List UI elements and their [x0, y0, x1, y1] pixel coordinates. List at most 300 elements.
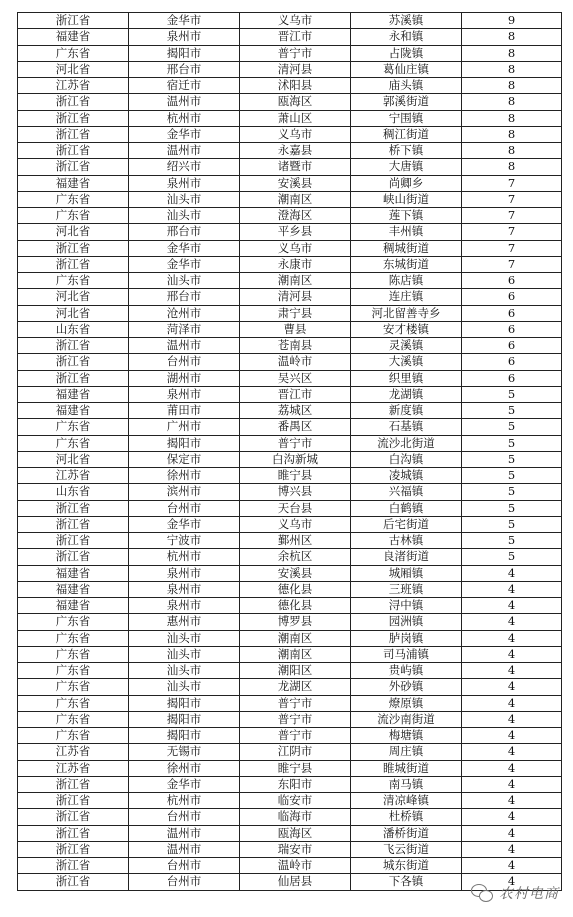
town-cell: 东城街道: [351, 256, 462, 272]
county-cell: 临海市: [240, 809, 351, 825]
table-row: [18, 451, 562, 467]
city-cell: 莆田市: [129, 403, 240, 419]
table-row: [18, 581, 562, 597]
count-cell: 6: [462, 273, 562, 289]
city-cell: 汕头市: [129, 630, 240, 646]
province-cell: 广东省: [18, 630, 129, 646]
county-cell: 白沟新城: [240, 451, 351, 467]
province-cell: 浙江省: [18, 809, 129, 825]
town-cell: 郭溪街道: [351, 94, 462, 110]
county-cell: 晋江市: [240, 386, 351, 402]
town-cell: 永和镇: [351, 29, 462, 45]
count-cell: 6: [462, 370, 562, 386]
town-cell: 流沙南街道: [351, 711, 462, 727]
table-row: [18, 435, 562, 451]
table-row: [18, 500, 562, 516]
table-row: [18, 256, 562, 272]
city-cell: 台州市: [129, 500, 240, 516]
table-row: [18, 663, 562, 679]
county-cell: 鄞州区: [240, 533, 351, 549]
county-cell: 番禺区: [240, 419, 351, 435]
table-row: [18, 549, 562, 565]
town-cell: 飞云街道: [351, 841, 462, 857]
count-cell: 8: [462, 29, 562, 45]
county-cell: 余杭区: [240, 549, 351, 565]
town-cell: 苏溪镇: [351, 13, 462, 29]
city-cell: 滨州市: [129, 484, 240, 500]
county-cell: 仙居县: [240, 874, 351, 890]
town-cell: 三班镇: [351, 581, 462, 597]
city-cell: 汕头市: [129, 663, 240, 679]
count-cell: 5: [462, 516, 562, 532]
county-cell: 瓯海区: [240, 94, 351, 110]
count-cell: 4: [462, 793, 562, 809]
county-cell: 清河县: [240, 61, 351, 77]
town-cell: 杜桥镇: [351, 809, 462, 825]
province-cell: 浙江省: [18, 500, 129, 516]
city-cell: 金华市: [129, 13, 240, 29]
province-cell: 福建省: [18, 403, 129, 419]
table-row: [18, 159, 562, 175]
count-cell: 5: [462, 484, 562, 500]
count-cell: 4: [462, 728, 562, 744]
count-cell: 5: [462, 500, 562, 516]
town-cell: 白鹤镇: [351, 500, 462, 516]
count-cell: 8: [462, 78, 562, 94]
town-cell: 庙头镇: [351, 78, 462, 94]
province-cell: 福建省: [18, 565, 129, 581]
province-cell: 山东省: [18, 484, 129, 500]
count-cell: 4: [462, 841, 562, 857]
county-cell: 德化县: [240, 581, 351, 597]
count-cell: 5: [462, 533, 562, 549]
city-cell: 金华市: [129, 776, 240, 792]
table-row: [18, 354, 562, 370]
province-cell: 福建省: [18, 175, 129, 191]
province-cell: 广东省: [18, 45, 129, 61]
town-cell: 莲下镇: [351, 208, 462, 224]
city-cell: 邢台市: [129, 61, 240, 77]
count-cell: 4: [462, 679, 562, 695]
city-cell: 温州市: [129, 338, 240, 354]
count-cell: 4: [462, 809, 562, 825]
town-cell: 丰州镇: [351, 224, 462, 240]
province-cell: 广东省: [18, 191, 129, 207]
table-row: [18, 289, 562, 305]
city-cell: 邢台市: [129, 289, 240, 305]
count-cell: 4: [462, 663, 562, 679]
city-cell: 徐州市: [129, 760, 240, 776]
city-cell: 菏泽市: [129, 321, 240, 337]
province-cell: 浙江省: [18, 825, 129, 841]
city-cell: 温州市: [129, 94, 240, 110]
count-cell: 6: [462, 305, 562, 321]
province-cell: 浙江省: [18, 776, 129, 792]
county-cell: 义乌市: [240, 126, 351, 142]
count-cell: 4: [462, 711, 562, 727]
table-row: [18, 630, 562, 646]
count-cell: 8: [462, 110, 562, 126]
province-cell: 浙江省: [18, 110, 129, 126]
town-cell: 下各镇: [351, 874, 462, 890]
town-cell: 燎原镇: [351, 695, 462, 711]
table-row: [18, 29, 562, 45]
province-cell: 福建省: [18, 29, 129, 45]
table-row: [18, 825, 562, 841]
city-cell: 汕头市: [129, 208, 240, 224]
province-cell: 浙江省: [18, 126, 129, 142]
count-cell: 5: [462, 549, 562, 565]
province-cell: 浙江省: [18, 94, 129, 110]
city-cell: 汕头市: [129, 273, 240, 289]
county-cell: 诸暨市: [240, 159, 351, 175]
county-cell: 普宁市: [240, 711, 351, 727]
city-cell: 泉州市: [129, 386, 240, 402]
town-cell: 良渚街道: [351, 549, 462, 565]
table-row: [18, 484, 562, 500]
province-cell: 河北省: [18, 305, 129, 321]
watermark: [471, 883, 559, 903]
city-cell: 揭阳市: [129, 45, 240, 61]
town-cell: 龙湖镇: [351, 386, 462, 402]
count-cell: 8: [462, 94, 562, 110]
province-cell: 福建省: [18, 598, 129, 614]
count-cell: 5: [462, 435, 562, 451]
city-cell: 温州市: [129, 841, 240, 857]
town-cell: 流沙北街道: [351, 435, 462, 451]
county-cell: 普宁市: [240, 728, 351, 744]
city-cell: 金华市: [129, 240, 240, 256]
county-cell: 义乌市: [240, 240, 351, 256]
count-cell: 5: [462, 419, 562, 435]
town-cell: 梅塘镇: [351, 728, 462, 744]
county-cell: 曹县: [240, 321, 351, 337]
town-cell: 周庄镇: [351, 744, 462, 760]
count-cell: 8: [462, 143, 562, 159]
city-cell: 汕头市: [129, 191, 240, 207]
province-cell: 福建省: [18, 581, 129, 597]
city-cell: 广州市: [129, 419, 240, 435]
county-cell: 清河县: [240, 289, 351, 305]
township-table: [17, 12, 562, 891]
county-cell: 潮南区: [240, 630, 351, 646]
province-cell: 广东省: [18, 419, 129, 435]
table-row: [18, 695, 562, 711]
town-cell: 潘桥街道: [351, 825, 462, 841]
city-cell: 温州市: [129, 825, 240, 841]
town-cell: 连庄镇: [351, 289, 462, 305]
province-cell: 广东省: [18, 695, 129, 711]
table-row: [18, 94, 562, 110]
count-cell: 4: [462, 695, 562, 711]
city-cell: 台州市: [129, 874, 240, 890]
town-cell: 陈店镇: [351, 273, 462, 289]
count-cell: 7: [462, 256, 562, 272]
county-cell: 睢宁县: [240, 760, 351, 776]
table-row: [18, 679, 562, 695]
count-cell: 4: [462, 744, 562, 760]
county-cell: 沭阳县: [240, 78, 351, 94]
count-cell: 8: [462, 45, 562, 61]
table-row: [18, 565, 562, 581]
city-cell: 台州市: [129, 858, 240, 874]
town-cell: 司马浦镇: [351, 646, 462, 662]
count-cell: 5: [462, 403, 562, 419]
province-cell: 广东省: [18, 208, 129, 224]
town-cell: 后宅街道: [351, 516, 462, 532]
table-row: [18, 614, 562, 630]
county-cell: 平乡县: [240, 224, 351, 240]
town-cell: 大溪镇: [351, 354, 462, 370]
county-cell: 瑞安市: [240, 841, 351, 857]
town-cell: 园洲镇: [351, 614, 462, 630]
table-body: [18, 13, 562, 891]
province-cell: 浙江省: [18, 516, 129, 532]
count-cell: 6: [462, 338, 562, 354]
town-cell: 古林镇: [351, 533, 462, 549]
county-cell: 永康市: [240, 256, 351, 272]
count-cell: 4: [462, 565, 562, 581]
city-cell: 揭阳市: [129, 728, 240, 744]
county-cell: 博兴县: [240, 484, 351, 500]
county-cell: 温岭市: [240, 858, 351, 874]
town-cell: 葛仙庄镇: [351, 61, 462, 77]
city-cell: 宁波市: [129, 533, 240, 549]
table-row: [18, 191, 562, 207]
province-cell: 广东省: [18, 711, 129, 727]
province-cell: 浙江省: [18, 354, 129, 370]
town-cell: 峡山街道: [351, 191, 462, 207]
table-row: [18, 711, 562, 727]
county-cell: 天台县: [240, 500, 351, 516]
province-cell: 浙江省: [18, 793, 129, 809]
city-cell: 温州市: [129, 143, 240, 159]
city-cell: 徐州市: [129, 468, 240, 484]
province-cell: 浙江省: [18, 13, 129, 29]
table-row: [18, 305, 562, 321]
table-row: [18, 224, 562, 240]
town-cell: 南马镇: [351, 776, 462, 792]
table-row: [18, 744, 562, 760]
county-cell: 东阳市: [240, 776, 351, 792]
count-cell: 7: [462, 240, 562, 256]
county-cell: 潮南区: [240, 646, 351, 662]
county-cell: 温岭市: [240, 354, 351, 370]
province-cell: 浙江省: [18, 549, 129, 565]
county-cell: 肃宁县: [240, 305, 351, 321]
table-row: [18, 321, 562, 337]
table-row: [18, 61, 562, 77]
table-row: [18, 273, 562, 289]
town-cell: 灵溪镇: [351, 338, 462, 354]
province-cell: 江苏省: [18, 760, 129, 776]
province-cell: 浙江省: [18, 858, 129, 874]
table-row: [18, 338, 562, 354]
table-row: [18, 468, 562, 484]
table-row: [18, 728, 562, 744]
town-cell: 白沟镇: [351, 451, 462, 467]
county-cell: 潮阳区: [240, 663, 351, 679]
city-cell: 泉州市: [129, 175, 240, 191]
city-cell: 金华市: [129, 256, 240, 272]
county-cell: 晋江市: [240, 29, 351, 45]
county-cell: 苍南县: [240, 338, 351, 354]
table-row: [18, 646, 562, 662]
count-cell: 4: [462, 825, 562, 841]
province-cell: 浙江省: [18, 370, 129, 386]
count-cell: 4: [462, 858, 562, 874]
town-cell: 外砂镇: [351, 679, 462, 695]
count-cell: 8: [462, 61, 562, 77]
town-cell: 桥下镇: [351, 143, 462, 159]
county-cell: 潮南区: [240, 273, 351, 289]
province-cell: 河北省: [18, 224, 129, 240]
count-cell: 9: [462, 13, 562, 29]
province-cell: 浙江省: [18, 256, 129, 272]
county-cell: 萧山区: [240, 110, 351, 126]
county-cell: 荔城区: [240, 403, 351, 419]
city-cell: 泉州市: [129, 565, 240, 581]
county-cell: 普宁市: [240, 435, 351, 451]
province-cell: 福建省: [18, 386, 129, 402]
town-cell: 河北留善寺乡: [351, 305, 462, 321]
county-cell: 龙湖区: [240, 679, 351, 695]
county-cell: 普宁市: [240, 45, 351, 61]
town-cell: 石基镇: [351, 419, 462, 435]
city-cell: 金华市: [129, 126, 240, 142]
table-row: [18, 386, 562, 402]
city-cell: 泉州市: [129, 581, 240, 597]
town-cell: 新度镇: [351, 403, 462, 419]
town-cell: 稠城街道: [351, 240, 462, 256]
data-table-container: [17, 12, 561, 891]
count-cell: 5: [462, 468, 562, 484]
city-cell: 杭州市: [129, 110, 240, 126]
count-cell: 8: [462, 126, 562, 142]
table-row: [18, 78, 562, 94]
table-row: [18, 126, 562, 142]
province-cell: 浙江省: [18, 841, 129, 857]
city-cell: 沧州市: [129, 305, 240, 321]
province-cell: 浙江省: [18, 874, 129, 890]
province-cell: 江苏省: [18, 468, 129, 484]
city-cell: 台州市: [129, 809, 240, 825]
town-cell: 占陇镇: [351, 45, 462, 61]
table-row: [18, 370, 562, 386]
table-row: [18, 858, 562, 874]
province-cell: 浙江省: [18, 143, 129, 159]
province-cell: 广东省: [18, 679, 129, 695]
town-cell: 城东街道: [351, 858, 462, 874]
province-cell: 广东省: [18, 663, 129, 679]
table-row: [18, 516, 562, 532]
table-row: [18, 760, 562, 776]
count-cell: 4: [462, 630, 562, 646]
city-cell: 湖州市: [129, 370, 240, 386]
province-cell: 河北省: [18, 451, 129, 467]
province-cell: 山东省: [18, 321, 129, 337]
city-cell: 无锡市: [129, 744, 240, 760]
table-row: [18, 776, 562, 792]
town-cell: 胪岗镇: [351, 630, 462, 646]
table-row: [18, 598, 562, 614]
table-row: [18, 841, 562, 857]
province-cell: 广东省: [18, 273, 129, 289]
table-row: [18, 13, 562, 29]
town-cell: 宁围镇: [351, 110, 462, 126]
province-cell: 浙江省: [18, 338, 129, 354]
county-cell: 普宁市: [240, 695, 351, 711]
city-cell: 汕头市: [129, 646, 240, 662]
county-cell: 安溪县: [240, 175, 351, 191]
town-cell: 尚卿乡: [351, 175, 462, 191]
town-cell: 凌城镇: [351, 468, 462, 484]
table-row: [18, 533, 562, 549]
county-cell: 永嘉县: [240, 143, 351, 159]
table-row: [18, 175, 562, 191]
table-row: [18, 110, 562, 126]
province-cell: 广东省: [18, 728, 129, 744]
town-cell: 贵屿镇: [351, 663, 462, 679]
town-cell: 稠江街道: [351, 126, 462, 142]
town-cell: 睢城街道: [351, 760, 462, 776]
count-cell: 8: [462, 159, 562, 175]
county-cell: 潮南区: [240, 191, 351, 207]
county-cell: 义乌市: [240, 516, 351, 532]
town-cell: 大唐镇: [351, 159, 462, 175]
table-row: [18, 208, 562, 224]
province-cell: 浙江省: [18, 159, 129, 175]
province-cell: 广东省: [18, 614, 129, 630]
town-cell: 浔中镇: [351, 598, 462, 614]
wechat-icon: [471, 884, 493, 902]
watermark-text: 农村电商: [499, 886, 559, 902]
city-cell: 杭州市: [129, 793, 240, 809]
count-cell: 4: [462, 760, 562, 776]
town-cell: 兴福镇: [351, 484, 462, 500]
city-cell: 绍兴市: [129, 159, 240, 175]
count-cell: 7: [462, 191, 562, 207]
city-cell: 惠州市: [129, 614, 240, 630]
table-row: [18, 240, 562, 256]
table-row: [18, 793, 562, 809]
town-cell: 织里镇: [351, 370, 462, 386]
town-cell: 城厢镇: [351, 565, 462, 581]
town-cell: 清凉峰镇: [351, 793, 462, 809]
count-cell: 6: [462, 321, 562, 337]
county-cell: 博罗县: [240, 614, 351, 630]
city-cell: 揭阳市: [129, 695, 240, 711]
province-cell: 河北省: [18, 61, 129, 77]
table-row: [18, 809, 562, 825]
table-row: [18, 143, 562, 159]
city-cell: 金华市: [129, 516, 240, 532]
count-cell: 4: [462, 614, 562, 630]
province-cell: 江苏省: [18, 78, 129, 94]
table-row: [18, 419, 562, 435]
city-cell: 台州市: [129, 354, 240, 370]
count-cell: 4: [462, 874, 562, 890]
table-row: [18, 45, 562, 61]
table-row: [18, 403, 562, 419]
county-cell: 吴兴区: [240, 370, 351, 386]
count-cell: 4: [462, 581, 562, 597]
count-cell: 5: [462, 451, 562, 467]
city-cell: 汕头市: [129, 679, 240, 695]
city-cell: 邢台市: [129, 224, 240, 240]
county-cell: 安溪县: [240, 565, 351, 581]
city-cell: 宿迁市: [129, 78, 240, 94]
